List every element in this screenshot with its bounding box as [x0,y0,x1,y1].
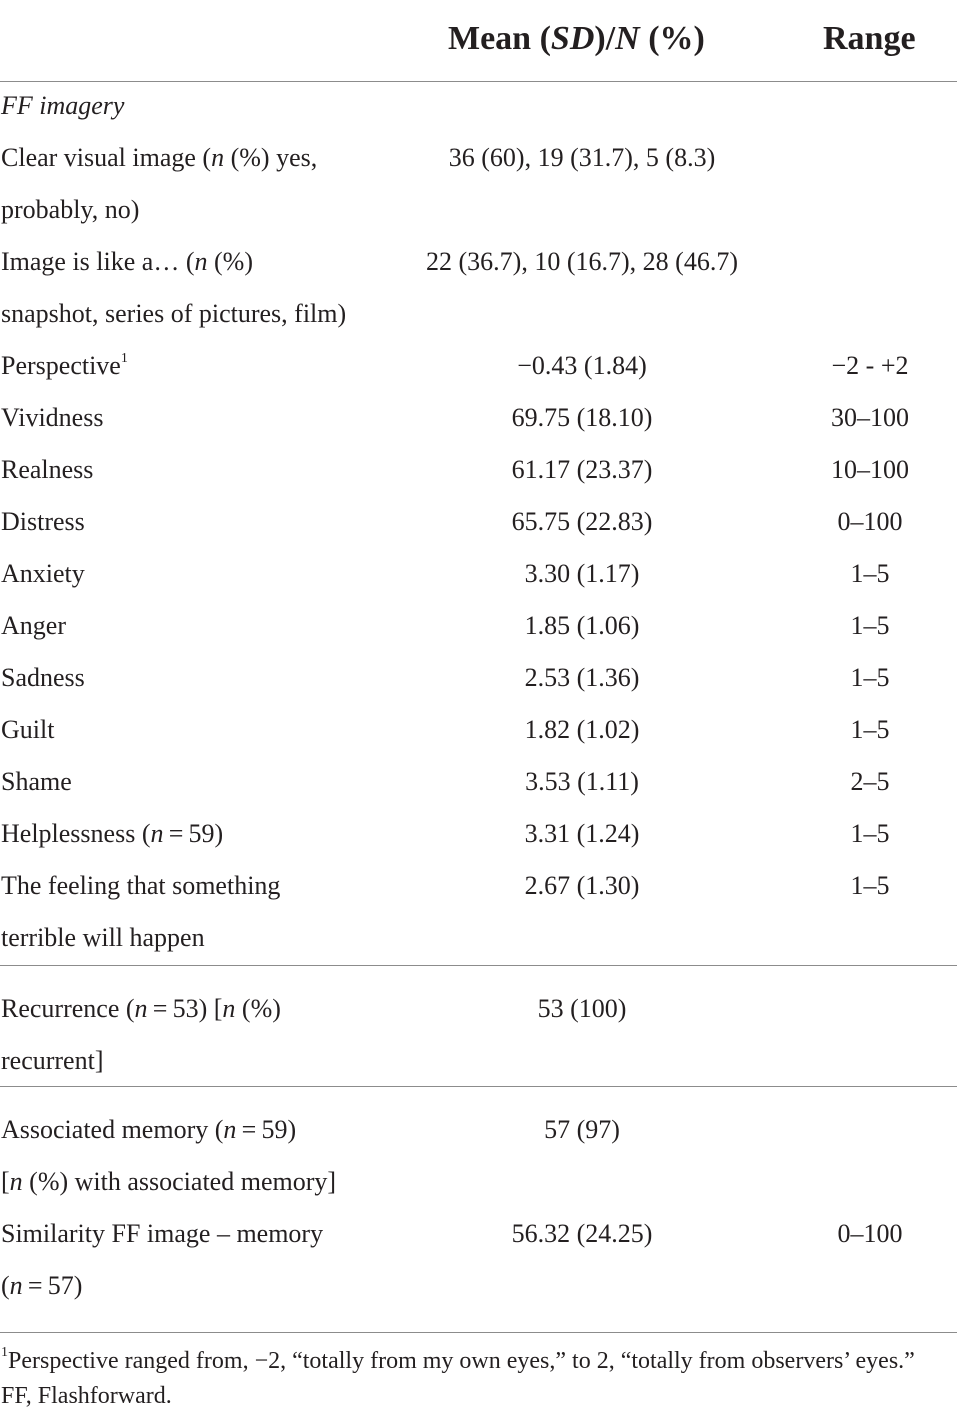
row-value: −0.43 (1.84) [517,351,647,380]
column-header-mean: Mean (SD)/N (%) [448,20,705,57]
table-footnote: $^1$Perspective ranged from, −2, “totally from my own eyes,” to 2, “totally from observers’ eyes.” FF, Flashforward. [1,1345,915,1409]
row-label: Helplessness (n = 59) [1,819,224,848]
row-label: The feeling that something [1,871,281,900]
row-label: Recurrence (n = 53) [n (%) [1,994,281,1023]
row-label-cont: [n (%) with associated memory] [1,1167,337,1196]
row-label-cont: (n = 57) [1,1271,83,1300]
row-label-cont: probably, no) [1,195,140,224]
row-label-cont: snapshot, series of pictures, film) [1,299,347,328]
row-label: Perspective$^1$ [1,351,128,380]
row-value: 3.30 (1.17) [524,559,640,588]
row-label-cont: terrible will happen [1,923,205,952]
row-label: Distress [1,507,85,536]
row-value: 3.31 (1.24) [524,819,640,848]
row-value: 36 (60), 19 (31.7), 5 (8.3) [448,143,716,172]
row-label: Guilt [1,715,55,744]
row-range: 1–5 [850,715,890,744]
row-range: 1–5 [850,819,890,848]
row-label: Anger [1,611,66,640]
row-value: 2.67 (1.30) [524,871,640,900]
row-range: 1–5 [850,611,890,640]
row-value: 3.53 (1.11) [525,767,639,796]
row-range: 2–5 [850,767,890,796]
row-label: Sadness [1,663,85,692]
row-value: 22 (36.7), 10 (16.7), 28 (46.7) [426,247,738,276]
section-title: FF imagery [1,91,125,120]
row-value: 53 (100) [537,994,627,1023]
row-value: 1.85 (1.06) [524,611,640,640]
row-range: 1–5 [850,663,890,692]
row-range: 30–100 [831,403,909,432]
column-header-range: Range [823,20,916,57]
row-range: 10–100 [831,455,909,484]
row-label: Associated memory (n = 59) [1,1115,297,1144]
row-value: 2.53 (1.36) [524,663,640,692]
footnote-marker: 1 [120,351,128,366]
row-label-cont: recurrent] [1,1046,104,1075]
table-header [0,0,957,82]
row-label: Realness [1,455,94,484]
row-label: Clear visual image (n (%) yes, [1,143,318,172]
section-rule [0,965,957,966]
row-range: 1–5 [850,871,890,900]
row-range: −2 - +2 [831,351,909,380]
row-range: 0–100 [837,507,903,536]
section-rule [0,1086,957,1087]
row-value: 57 (97) [544,1115,620,1144]
row-label: Vividness [1,403,104,432]
row-value: 65.75 (22.83) [511,507,653,536]
row-label: Similarity FF image – memory [1,1219,324,1248]
header-rule [0,81,957,82]
row-value: 56.32 (24.25) [511,1219,653,1248]
table-bottom-rule [0,1332,957,1333]
row-label: Image is like a… (n (%) [1,247,253,276]
row-value: 61.17 (23.37) [511,455,653,484]
row-label: Shame [1,767,72,796]
row-value: 69.75 (18.10) [511,403,653,432]
row-value: 1.82 (1.02) [524,715,640,744]
row-range: 1–5 [850,559,890,588]
footnote-mark: 1 [1,1345,8,1360]
row-range: 0–100 [837,1219,903,1248]
row-label: Anxiety [1,559,85,588]
